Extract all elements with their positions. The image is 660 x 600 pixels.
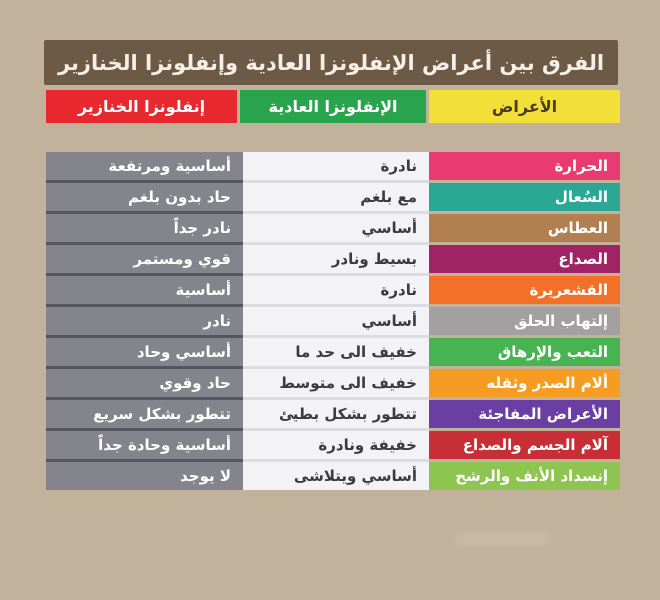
normal-flu-value: بسيط ونادر	[243, 245, 429, 276]
table-row	[46, 338, 620, 369]
swine-flu-value: أساسية ومرتفعة	[46, 152, 243, 183]
table-row	[46, 431, 620, 462]
symptom-label: القشعريرة	[429, 276, 620, 304]
table-row	[46, 152, 620, 183]
swine-flu-value: حاد بدون بلغم	[46, 183, 243, 214]
photo-smudge	[455, 532, 550, 546]
comparison-table	[46, 152, 620, 493]
header-swine-flu: إنفلونزا الخنازير	[46, 90, 237, 123]
symptom-label: الصداع	[429, 245, 620, 273]
symptom-label: ألام الصدر وثقله	[429, 369, 620, 397]
symptom-label: الحرارة	[429, 152, 620, 180]
normal-flu-value: نادرة	[243, 276, 429, 307]
normal-flu-value: نادرة	[243, 152, 429, 183]
normal-flu-value: أساسي	[243, 214, 429, 245]
swine-flu-value: حاد وقوي	[46, 369, 243, 400]
normal-flu-value: أساسي	[243, 307, 429, 338]
header-symptoms: الأعراض	[429, 90, 620, 123]
swine-flu-value: نادر جداً	[46, 214, 243, 245]
swine-flu-value: لا يوجد	[46, 462, 243, 490]
swine-flu-value: أساسية وحادة جداً	[46, 431, 243, 462]
table-row	[46, 245, 620, 276]
table-row	[46, 462, 620, 493]
swine-flu-value: أساسية	[46, 276, 243, 307]
table-row	[46, 183, 620, 214]
symptom-label: السُعال	[429, 183, 620, 211]
table-row	[46, 214, 620, 245]
symptom-label: العطاس	[429, 214, 620, 242]
swine-flu-value: قوي ومستمر	[46, 245, 243, 276]
symptom-label: الأعراض المفاجئة	[429, 400, 620, 428]
table-row	[46, 307, 620, 338]
table-header	[46, 90, 620, 123]
header-normal-flu: الإنفلونزا العادية	[240, 90, 426, 123]
normal-flu-value: أساسي ويتلاشى	[243, 462, 429, 490]
swine-flu-value: نادر	[46, 307, 243, 338]
page-title: الفرق بين أعراض الإنفلونزا العادية وإنفلونزا الخنازير	[44, 40, 618, 85]
normal-flu-value: تتطور بشكل بطيئ	[243, 400, 429, 431]
normal-flu-value: مع بلغم	[243, 183, 429, 214]
normal-flu-value: خفيف الى متوسط	[243, 369, 429, 400]
normal-flu-value: خفيفة ونادرة	[243, 431, 429, 462]
swine-flu-value: تتطور بشكل سريع	[46, 400, 243, 431]
table-row	[46, 276, 620, 307]
normal-flu-value: خفيف الى حد ما	[243, 338, 429, 369]
symptom-label: آلام الجسم والصداع	[429, 431, 620, 459]
table-row	[46, 400, 620, 431]
swine-flu-value: أساسي وحاد	[46, 338, 243, 369]
symptom-label: إنسداد الأنف والرشح	[429, 462, 620, 490]
table-row	[46, 369, 620, 400]
symptom-label: إلتهاب الحلق	[429, 307, 620, 335]
symptom-label: التعب والإرهاق	[429, 338, 620, 366]
